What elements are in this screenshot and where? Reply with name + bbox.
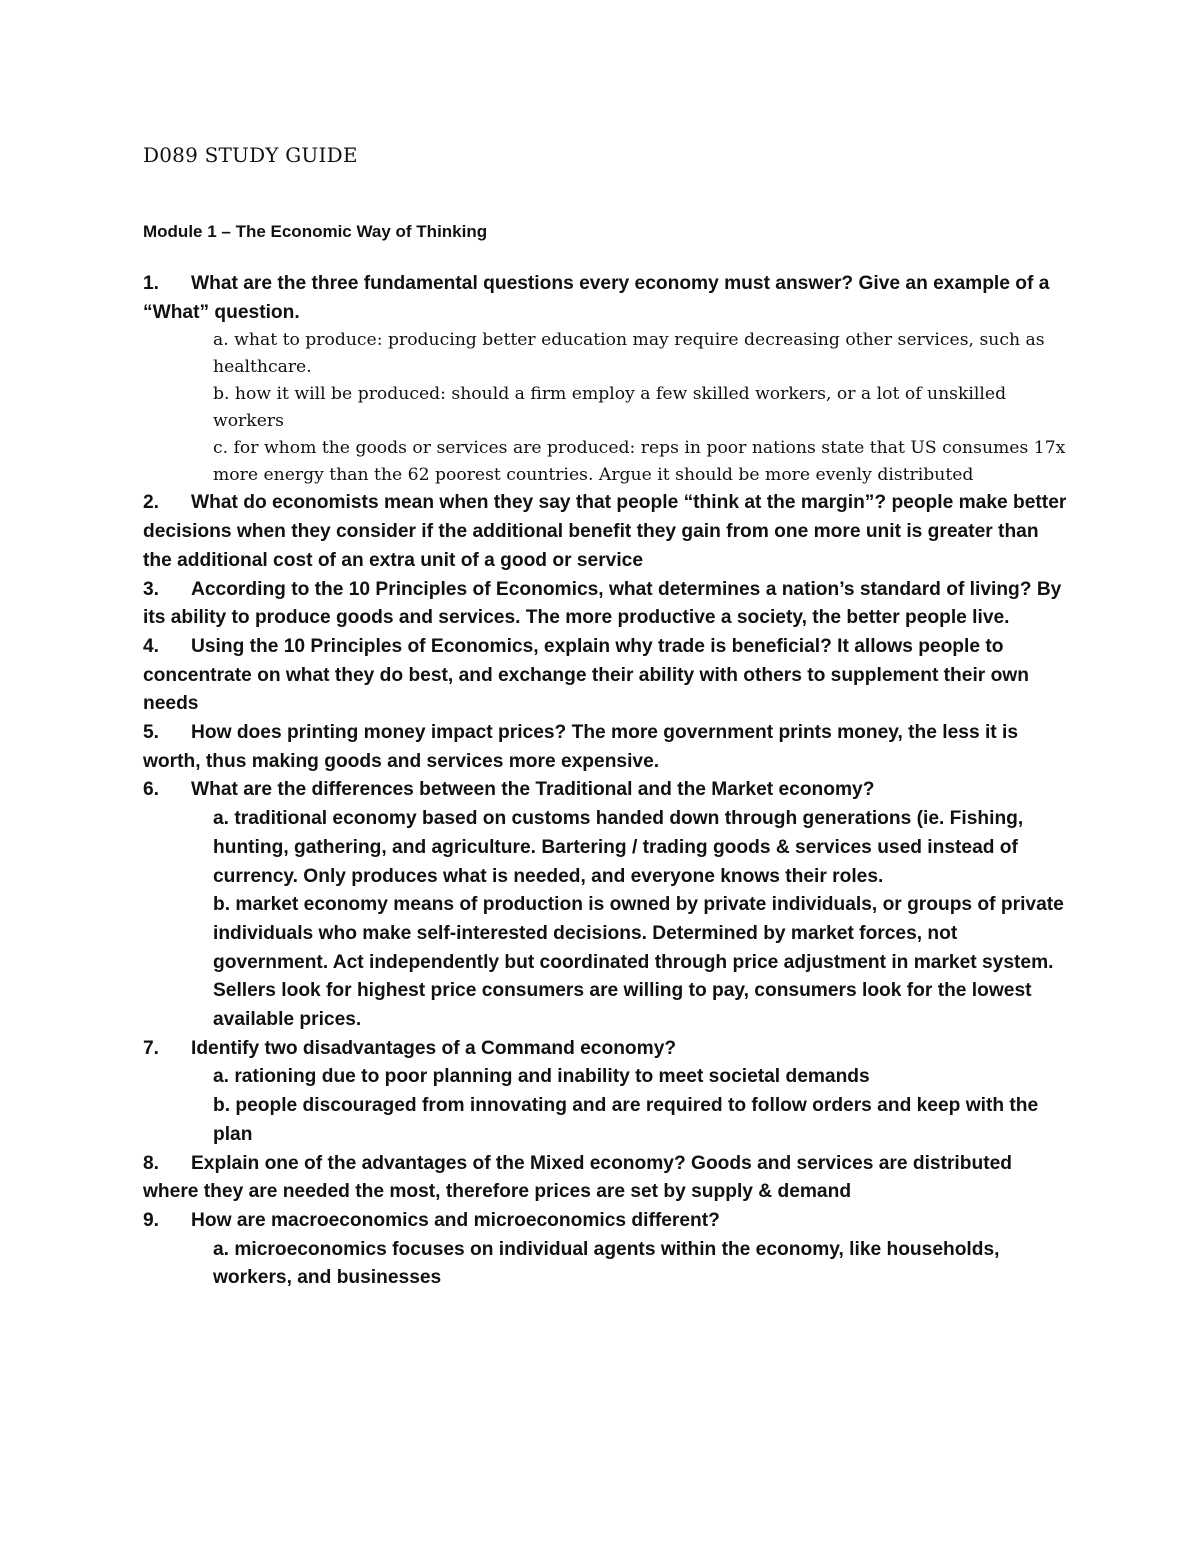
question-text: According to the 10 Principles of Economics, what determines a nation’s standard of living? By its ability to produce goods and services. The more productive a society, the better people live.	[143, 578, 1062, 629]
question-number: 3.	[143, 578, 160, 600]
answer-1a: a. what to produce: producing better education may require decreasing other services, such as healthcare.	[213, 330, 1045, 378]
question-number: 2.	[143, 492, 160, 514]
question-8	[143, 1150, 1068, 1207]
question-text: How are macroeconomics and microeconomics different?	[191, 1209, 720, 1231]
question-text: What are the differences between the Traditional and the Market economy?	[191, 779, 875, 801]
answer-1c: c. for whom the goods or services are produced: reps in poor nations state that US consumes 17x more energy than the 62 poorest countries. Argue it should be more evenly distributed	[213, 438, 1066, 486]
question-text: What are the three fundamental questions every economy must answer? Give an example of a “What” question.	[143, 273, 1050, 323]
question-number: 4.	[143, 635, 160, 657]
question-number: 5.	[143, 722, 160, 744]
question-text: Identify two disadvantages of a Command economy?	[191, 1037, 677, 1059]
question-number: 7.	[143, 1037, 160, 1059]
question-6	[143, 776, 1068, 805]
document-title: D089 STUDY GUIDE	[143, 143, 358, 167]
question-number: 8.	[143, 1152, 160, 1174]
question-number: 9.	[143, 1209, 160, 1231]
question-1	[143, 270, 1068, 327]
module-heading: Module 1 – The Economic Way of Thinking	[143, 222, 488, 241]
question-number: 6.	[143, 779, 160, 801]
answer-7b: b. people discouraged from innovating and are required to follow orders and keep with the plan	[213, 1095, 1039, 1145]
question-text: What do economists mean when they say that people “think at the margin”? people make better decisions when they consider if the additional benefit they gain from one more unit is greater than the additional cost of an extra unit of a good or service	[143, 492, 1067, 571]
answer-9a: a. microeconomics focuses on individual agents within the economy, like households, workers, and businesses	[213, 1238, 1000, 1289]
question-7	[143, 1035, 1068, 1064]
question-text: Using the 10 Principles of Economics, explain why trade is beneficial? It allows people to concentrate on what they do best, and exchange their ability with others to supplement their own needs	[143, 635, 1029, 715]
question-text: How does printing money impact prices? The more government prints money, the less it is worth, thus making goods and services more expensive.	[143, 722, 1019, 772]
question-5	[143, 719, 1068, 776]
answer-6b: b. market economy means of production is owned by private individuals, or groups of private individuals who make self-interested decisions. Determined by market forces, not government. Act independently but coordinated through price adjustment in market system. Sellers look for highest price consumers are willing to pay, consumers look for the lowest available prices.	[213, 894, 1064, 1031]
question-4	[143, 633, 1068, 719]
question-9	[143, 1207, 1068, 1236]
question-number: 1.	[143, 273, 160, 294]
answer-6a: a. traditional economy based on customs handed down through generations (ie. Fishing, hunting, gathering, and agriculture. Bartering / trading goods & services used instead of currency. Only produces what is needed, and everyone knows their roles.	[213, 808, 1024, 887]
question-text: Explain one of the advantages of the Mixed economy? Goods and services are distributed where they are needed the most, therefore prices are set by supply & demand	[143, 1152, 1012, 1203]
answer-7a: a. rationing due to poor planning and inability to meet societal demands	[213, 1066, 870, 1088]
question-3	[143, 576, 1068, 633]
answer-1b: b. how it will be produced: should a firm employ a few skilled workers, or a lot of unskilled workers	[213, 384, 1007, 432]
question-2	[143, 489, 1068, 575]
question-list	[143, 270, 1068, 1293]
